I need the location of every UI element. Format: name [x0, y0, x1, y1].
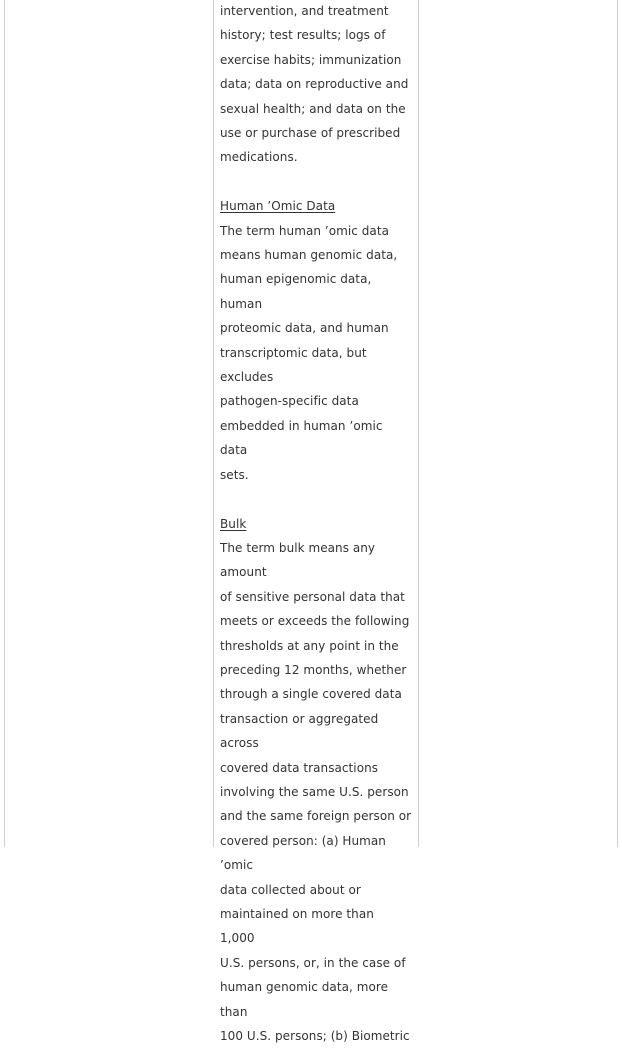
text-line: proteomic data, and human	[220, 316, 412, 340]
text-line: The term bulk means any amount	[220, 536, 412, 585]
text-line: use or purchase of prescribed	[220, 121, 412, 145]
term-heading-bulk[interactable]	[220, 512, 412, 536]
definitions-table	[4, 0, 618, 847]
definition-column-cell	[213, 0, 419, 847]
text-line: human epigenomic data, human	[220, 267, 412, 316]
term-heading-link[interactable]: Bulk	[220, 517, 246, 531]
text-line: intervention, and treatment	[220, 0, 412, 23]
text-line: covered data transactions	[220, 756, 412, 780]
text-line: data collected about or	[220, 878, 412, 902]
term-heading-link[interactable]: Human ’Omic Data	[220, 199, 335, 213]
text-line: maintained on more than 1,000	[220, 902, 412, 951]
definition-bulk	[220, 512, 412, 1048]
text-line: human genomic data, more than	[220, 975, 412, 1024]
term-heading-human-omic-data[interactable]	[220, 194, 412, 218]
text-line: data; data on reproductive and	[220, 72, 412, 96]
text-line: 100 U.S. persons; (b) Biometric	[220, 1024, 412, 1048]
text-line: medications.	[220, 145, 412, 169]
text-line: involving the same U.S. person	[220, 780, 412, 804]
paragraph-gap	[220, 487, 412, 511]
text-line: sexual health; and data on the	[220, 97, 412, 121]
text-line: exercise habits; immunization	[220, 48, 412, 72]
text-line: The term human ’omic data	[220, 219, 412, 243]
text-line: history; test results; logs of	[220, 23, 412, 47]
intro-continuation-paragraph	[220, 0, 412, 170]
definition-human-omic-data	[220, 194, 412, 487]
text-line: covered person: (a) Human ’omic	[220, 829, 412, 878]
text-line: of sensitive personal data that	[220, 585, 412, 609]
text-line: meets or exceeds the following	[220, 609, 412, 633]
text-line: transaction or aggregated across	[220, 707, 412, 756]
text-line: sets.	[220, 463, 412, 487]
definition-text	[220, 0, 412, 1048]
text-line: U.S. persons, or, in the case of	[220, 951, 412, 975]
paragraph-gap	[220, 170, 412, 194]
text-line: embedded in human ’omic data	[220, 414, 412, 463]
text-line: means human genomic data,	[220, 243, 412, 267]
text-line: thresholds at any point in the	[220, 634, 412, 658]
text-line: preceding 12 months, whether	[220, 658, 412, 682]
text-line: pathogen-specific data	[220, 389, 412, 413]
text-line: transcriptomic data, but excludes	[220, 341, 412, 390]
text-line: through a single covered data	[220, 682, 412, 706]
text-line: and the same foreign person or	[220, 804, 412, 828]
